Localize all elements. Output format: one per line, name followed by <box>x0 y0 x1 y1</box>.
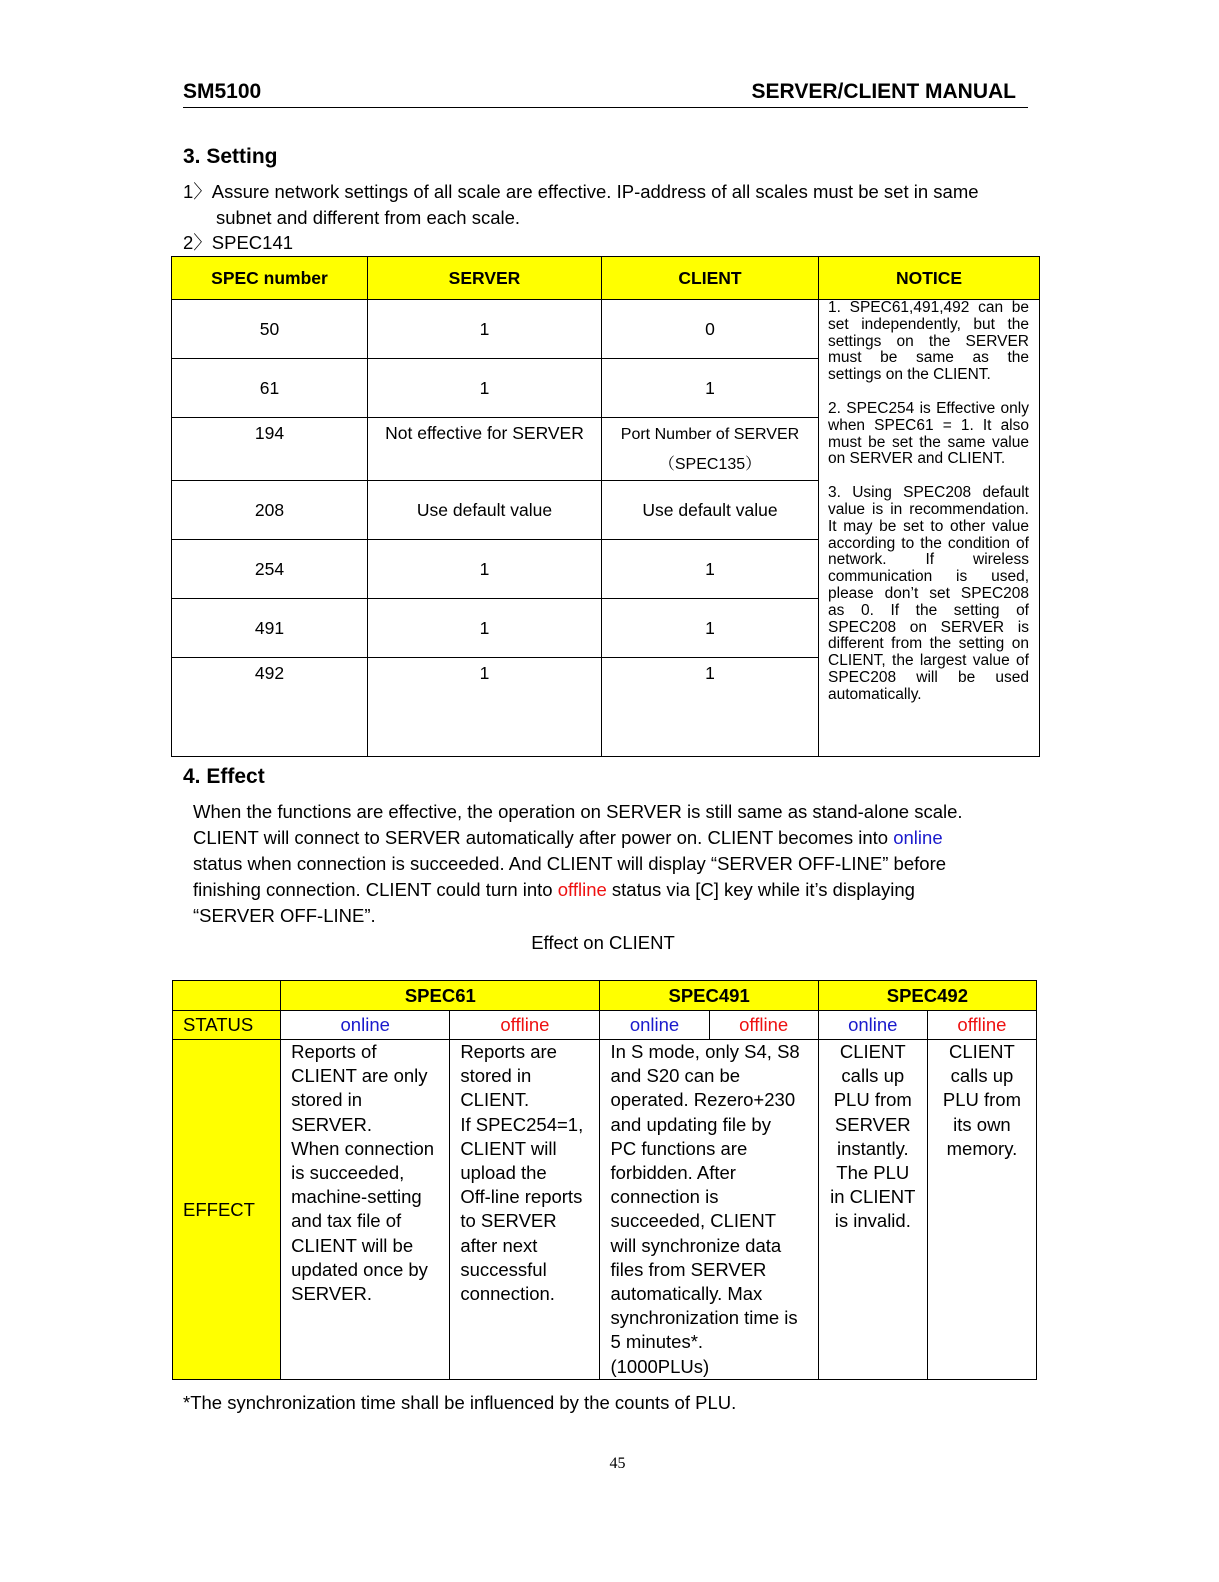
effect-line: If SPEC254=1, <box>460 1113 584 1135</box>
effect-line: CLIENT are only <box>291 1065 428 1087</box>
effect-line: CLIENT. <box>460 1089 530 1111</box>
effect-line: is succeeded, <box>291 1162 405 1184</box>
section-4-title: 4. Effect <box>183 765 265 788</box>
setting-item-1: 1〉Assure network settings of all scale are effective. IP-address of all scales must be set in same <box>183 181 979 202</box>
status-offline: offline <box>709 1011 818 1040</box>
effect-line: CLIENT will be <box>291 1234 414 1256</box>
effect-line: Reports are <box>460 1041 557 1062</box>
spec-cell: 254 <box>172 540 368 599</box>
effect-line: to SERVER <box>460 1210 557 1232</box>
table-row <box>172 300 1040 359</box>
effect-line: SERVER. <box>291 1283 373 1305</box>
effect-line: CLIENT <box>949 1041 1015 1062</box>
header-client: CLIENT <box>602 257 819 300</box>
client-cell: 1 <box>602 359 819 418</box>
group-spec61: SPEC61 <box>281 981 600 1011</box>
client-cell: 1 <box>602 599 819 658</box>
effect-line: Reports of <box>291 1041 377 1062</box>
group-header-row <box>173 981 1037 1011</box>
effect-line: in CLIENT <box>830 1186 916 1208</box>
effect-spec491 <box>600 1040 818 1380</box>
notice-cell <box>819 300 1040 757</box>
effect-line: after next <box>460 1234 538 1256</box>
effect-para-line: finishing connection. CLIENT could turn into offline status via [C] key while it’s displaying <box>193 879 915 900</box>
status-online: online <box>281 1011 450 1040</box>
effect-on-client-table <box>172 980 1037 1380</box>
setting-item-2: 2〉SPEC141 <box>183 232 294 253</box>
effect-spec492-offline <box>927 1040 1036 1380</box>
client-cell <box>602 418 819 481</box>
spec-table-header <box>172 257 1040 300</box>
status-label: STATUS <box>173 1011 281 1040</box>
effect-line: The PLU <box>836 1162 910 1184</box>
spec-cell: 492 <box>172 658 368 757</box>
header-spec-number: SPEC number <box>172 257 368 300</box>
effect-line: automatically. Max <box>610 1283 763 1305</box>
effect-line: calls up <box>950 1065 1014 1087</box>
spec-cell: 50 <box>172 300 368 359</box>
effect-line: In S mode, only S4, S8 <box>610 1041 800 1062</box>
server-cell: Use default value <box>368 481 602 540</box>
effect-line: succeeded, CLIENT <box>610 1210 777 1232</box>
effect-line: When connection <box>291 1137 435 1159</box>
header-notice: NOTICE <box>819 257 1040 300</box>
notice-3: 3. Using SPEC208 default value is in recommendation. It may be set to other value according to the condition of network. If wireless communication is used, please don’t set SPEC208 as 0. If the setting of SPEC208 on SERVER is different from the setting on CLIENT, the largest value of SPEC208 will be used automatically. <box>828 484 1029 703</box>
status-offline: offline <box>450 1011 600 1040</box>
corner-cell <box>173 981 281 1011</box>
effect-line: memory. <box>946 1137 1018 1159</box>
spec-cell: 208 <box>172 481 368 540</box>
page-header <box>183 80 1028 108</box>
effect-spec61-offline <box>450 1040 600 1380</box>
header-title: SERVER/CLIENT MANUAL <box>751 80 1016 103</box>
effect-spec492-online <box>818 1040 927 1380</box>
effect-line: connection. <box>460 1283 555 1305</box>
effect-line: updated once by <box>291 1258 428 1280</box>
effect-line: successful <box>460 1258 547 1280</box>
effect-line: Off-line reports <box>460 1186 583 1208</box>
spec-cell: 194 <box>172 418 368 481</box>
offline-word: offline <box>557 879 607 900</box>
effect-line: instantly. <box>836 1137 909 1159</box>
spec-cell: 491 <box>172 599 368 658</box>
effect-line: machine-setting <box>291 1186 422 1208</box>
effect-line: PC functions are <box>610 1137 748 1159</box>
status-row <box>173 1011 1037 1040</box>
group-spec492: SPEC492 <box>818 981 1036 1011</box>
notice-2: 2. SPEC254 is Effective only when SPEC61 = 1. It also must be set the same value on SERVER and CLIENT. <box>828 399 1029 468</box>
effect-line: calls up <box>841 1065 905 1087</box>
server-cell: 1 <box>368 599 602 658</box>
spec141-table <box>171 256 1040 757</box>
effect-line: forbidden. After <box>610 1162 736 1184</box>
effect-line: PLU from <box>833 1089 912 1111</box>
server-cell: 1 <box>368 658 602 757</box>
effect-line: and tax file of <box>291 1210 402 1232</box>
effect-line: operated. Rezero+230 <box>610 1089 796 1111</box>
effect-line: CLIENT will <box>460 1137 557 1159</box>
client-cell: Use default value <box>602 481 819 540</box>
page-number: 45 <box>609 1455 626 1472</box>
table-caption: Effect on CLIENT <box>531 932 675 953</box>
server-cell: 1 <box>368 359 602 418</box>
notice-1: 1. SPEC61,491,492 can be set independently, but the settings on the SERVER must be same as the settings on the CLIENT. <box>828 299 1029 384</box>
effect-line: and S20 can be <box>610 1065 741 1087</box>
effect-line: files from SERVER <box>610 1258 767 1280</box>
server-cell: 1 <box>368 540 602 599</box>
client-cell-line: Port Number of SERVER <box>620 426 800 443</box>
client-cell: 1 <box>602 540 819 599</box>
header-model: SM5100 <box>183 80 262 103</box>
effect-para-line: CLIENT will connect to SERVER automatically after power on. CLIENT becomes into online <box>193 827 943 848</box>
effect-para-line: When the functions are effective, the operation on SERVER is still same as stand-alone scale. <box>193 801 963 822</box>
effect-line: synchronization time is <box>610 1307 798 1329</box>
client-cell-line: （SPEC135） <box>658 456 762 473</box>
effect-line: CLIENT <box>839 1041 906 1062</box>
effect-line: stored in <box>460 1065 532 1087</box>
effect-row <box>173 1040 1037 1380</box>
effect-spec61-online <box>281 1040 450 1380</box>
online-word: online <box>893 827 943 848</box>
effect-line: connection is <box>610 1186 719 1208</box>
header-server: SERVER <box>368 257 602 300</box>
spec-cell: 61 <box>172 359 368 418</box>
effect-line: its own <box>953 1113 1011 1135</box>
effect-para-line: “SERVER OFF-LINE”. <box>193 905 376 926</box>
effect-line: upload the <box>460 1162 547 1184</box>
effect-line: is invalid. <box>834 1210 911 1232</box>
effect-line: will synchronize data <box>610 1234 782 1256</box>
group-spec491: SPEC491 <box>600 981 818 1011</box>
server-cell: Not effective for SERVER <box>368 418 602 481</box>
section-3-title: 3. Setting <box>183 145 278 168</box>
effect-para-line: status when connection is succeeded. And CLIENT will display “SERVER OFF-LINE” before <box>193 853 947 874</box>
status-online: online <box>818 1011 927 1040</box>
footnote: *The synchronization time shall be influenced by the counts of PLU. <box>183 1392 737 1413</box>
effect-line: (1000PLUs) <box>610 1355 710 1377</box>
effect-line: SERVER. <box>291 1113 373 1135</box>
effect-line: SERVER <box>834 1113 911 1135</box>
effect-line: stored in <box>291 1089 363 1111</box>
client-cell: 0 <box>602 300 819 359</box>
status-offline: offline <box>927 1011 1036 1040</box>
server-cell: 1 <box>368 300 602 359</box>
effect-line: PLU from <box>942 1089 1021 1111</box>
setting-item-1-cont: subnet and different from each scale. <box>216 207 521 228</box>
effect-line: and updating file by <box>610 1113 771 1135</box>
client-cell: 1 <box>602 658 819 757</box>
effect-line: 5 minutes*. <box>610 1331 704 1353</box>
status-online: online <box>600 1011 709 1040</box>
effect-label: EFFECT <box>173 1040 281 1380</box>
